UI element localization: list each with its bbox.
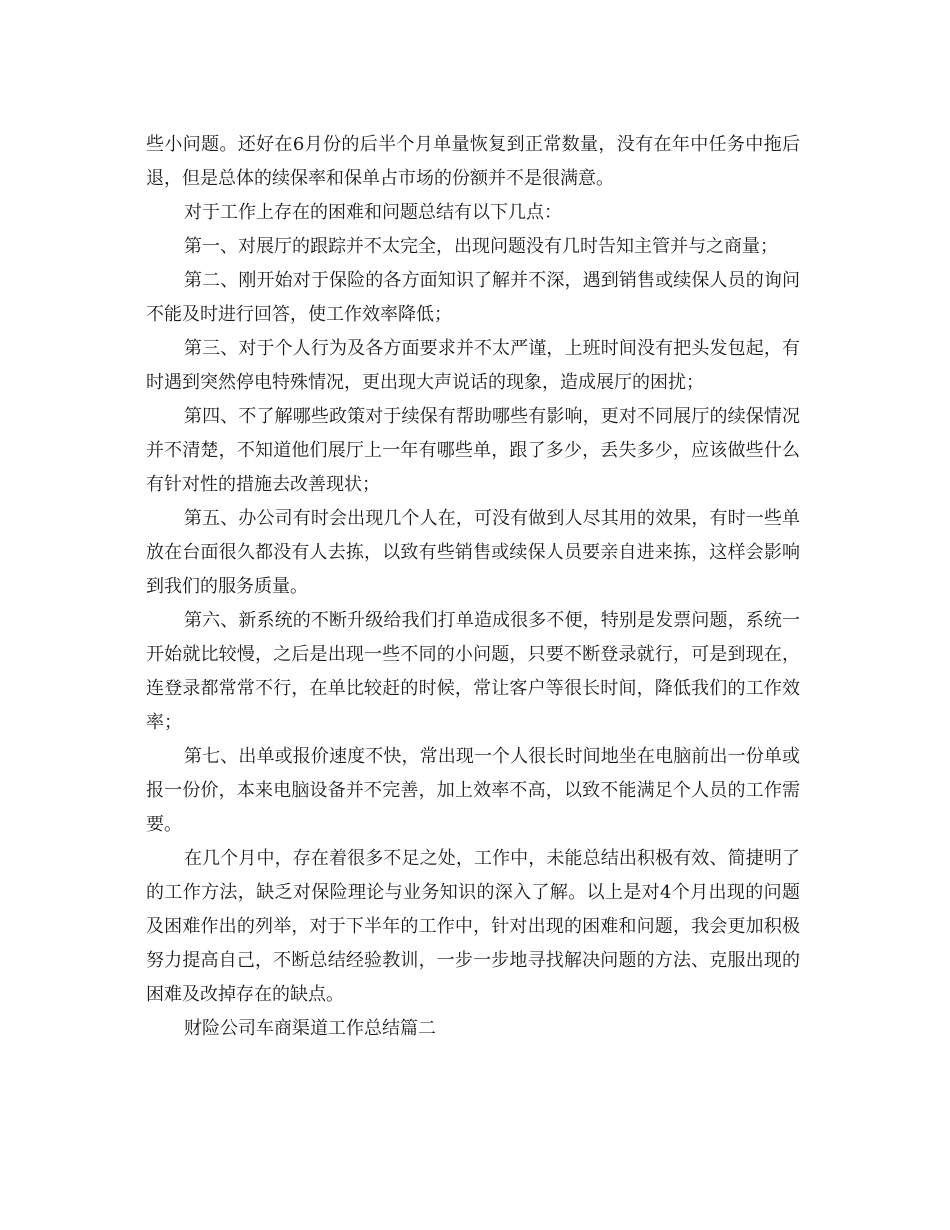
paragraph-point-2: 第二、刚开始对于保险的各方面知识了解并不深，遇到销售或续保人员的询问不能及时进行回答，使工作效率降低； xyxy=(146,270,800,325)
paragraph-point-7: 第七、出单或报价速度不快，常出现一个人很长时间地坐在电脑前出一份单或报一份价，本来电脑设备并不完善，加上效率不高，以致不能满足个人员的工作需要。 xyxy=(146,746,800,835)
paragraph-point-6: 第六、新系统的不断升级给我们打单造成很多不便，特别是发票问题，系统一开始就比较慢，之后是出现一些不同的小问题，只要不断登录就行，可是到现在，连登录都常常不行，在单比较赶的时候，常让客户等很长时间，降低我们的工作效率； xyxy=(146,610,800,733)
paragraph-point-1: 第一、对展厅的跟踪并不太完全，出现问题没有几时告知主管并与之商量； xyxy=(184,236,778,257)
paragraph-problems-intro: 对于工作上存在的困难和问题总结有以下几点： xyxy=(184,202,562,223)
paragraph-point-4: 第四、不了解哪些政策对于续保有帮助哪些有影响，更对不同展厅的续保情况并不清楚，不知道他们展厅上一年有哪些单，跟了多少，丢失多少，应该做些什么有针对性的措施去改善现状； xyxy=(146,406,800,495)
paragraph-continuation: 些小问题。还好在6月份的后半个月单量恢复到正常数量，没有在年中任务中拖后退，但是总体的续保率和保单占市场的份额并不是很满意。 xyxy=(146,134,800,189)
document-body xyxy=(146,128,800,1046)
paragraph-point-3: 第三、对于个人行为及各方面要求并不太严谨，上班时间没有把头发包起，有时遇到突然停电特殊情况，更出现大声说话的现象，造成展厅的困扰； xyxy=(146,338,800,393)
section-heading: 财险公司车商渠道工作总结篇二 xyxy=(184,1018,436,1039)
paragraph-summary: 在几个月中，存在着很多不足之处，工作中，未能总结出积极有效、简捷明了的工作方法，缺乏对保险理论与业务知识的深入了解。以上是对4个月出现的问题及困难作出的列举，对于下半年的工作中，针对出现的困难和问题，我会更加积极努力提高自己，不断总结经验教训，一步一步地寻找解决问题的方法、克服出现的困难及改掉存在的缺点。 xyxy=(146,848,800,1005)
paragraph-point-5: 第五、办公司有时会出现几个人在，可没有做到人尽其用的效果，有时一些单放在台面很久都没有人去拣，以致有些销售或续保人员要亲自进来拣，这样会影响到我们的服务质量。 xyxy=(146,508,800,597)
